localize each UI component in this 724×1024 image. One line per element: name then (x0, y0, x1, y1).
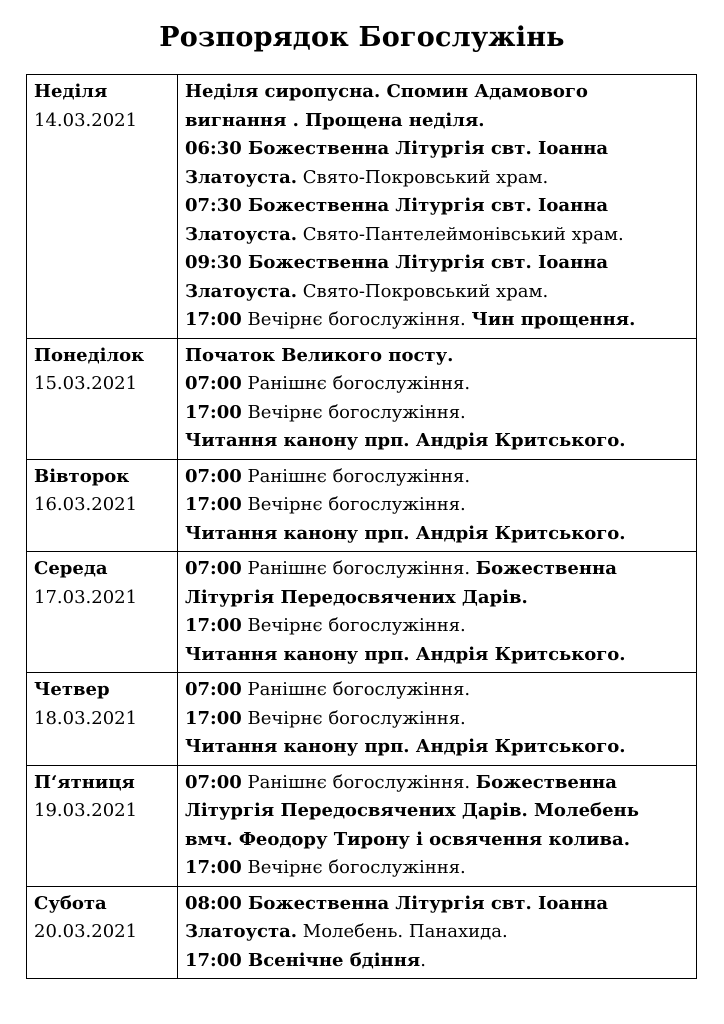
service-line (185, 584, 690, 613)
services-cell (178, 459, 697, 552)
day-cell (27, 75, 178, 339)
service-text: . (420, 949, 426, 971)
service-text-bold: 09:30 Божественна Літургія свт. Іоанна (185, 252, 609, 273)
schedule-table (26, 74, 697, 979)
service-line (185, 797, 690, 826)
service-text-bold: 07:00 (185, 679, 242, 700)
service-text: Вечірнє богослужіння. (241, 857, 466, 878)
table-row (27, 75, 697, 339)
service-text: Ранішнє богослужіння. (241, 679, 471, 700)
day-cell (27, 552, 178, 673)
service-text-bold: Златоуста. (185, 223, 298, 245)
day-date: 14.03.2021 (34, 109, 138, 131)
service-text: Вечірнє богослужіння. (241, 401, 466, 423)
service-line (185, 918, 690, 947)
day-cell (27, 886, 178, 979)
service-text: Ранішнє богослужіння. (241, 465, 471, 487)
service-text-bold: 06:30 Божественна Літургія свт. Іоанна (185, 138, 609, 159)
table-row (27, 765, 697, 886)
service-text-bold: Златоуста. (185, 280, 298, 302)
service-text: Вечірнє богослужіння. (241, 707, 466, 729)
service-line (185, 342, 690, 371)
service-text: Свято-Пантелеймонівський храм. (297, 223, 624, 245)
service-text-bold: Божественна (475, 771, 617, 793)
service-text-bold: вмч. Феодору Тирону і освячення колива. (185, 828, 630, 850)
service-line (185, 164, 690, 193)
service-line (185, 854, 690, 883)
service-line (185, 249, 690, 278)
services-cell (178, 765, 697, 886)
service-line (185, 555, 690, 584)
services-cell (178, 673, 697, 766)
services-cell (178, 886, 697, 979)
service-text-bold: Читання канону прп. Андрія Критського. (185, 522, 626, 544)
service-text-bold: Златоуста. (185, 166, 298, 188)
service-text: Молебень. Панахида. (297, 921, 508, 942)
service-text: Вечірнє богослужіння. (241, 309, 472, 330)
day-name: Вівторок (34, 465, 130, 487)
day-date: 15.03.2021 (34, 373, 138, 394)
service-line (185, 733, 690, 762)
service-line (185, 107, 690, 136)
service-text-bold: 17:00 (185, 857, 242, 878)
service-text-bold: 07:00 (185, 465, 242, 487)
day-cell (27, 765, 178, 886)
day-date: 19.03.2021 (34, 800, 138, 821)
service-text-bold: 07:00 (185, 373, 242, 394)
service-line (185, 520, 690, 549)
service-line (185, 399, 690, 428)
service-line (185, 705, 690, 734)
service-text-bold: Читання канону прп. Андрія Критського. (185, 430, 626, 451)
service-line (185, 769, 690, 798)
service-text-bold: 08:00 Божественна Літургія свт. Іоанна (185, 892, 609, 914)
service-text-bold: 17:00 (185, 494, 242, 515)
service-line (185, 278, 690, 307)
day-date: 16.03.2021 (34, 494, 138, 515)
page-title: Розпорядок Богослужінь (159, 22, 565, 53)
service-text: Ранішнє богослужіння. (241, 771, 476, 793)
service-text: Вечірнє богослужіння. (241, 615, 466, 636)
day-name: П‘ятниця (34, 771, 135, 793)
service-text-bold: Божественна (475, 558, 617, 579)
day-cell (27, 673, 178, 766)
service-line (185, 192, 690, 221)
service-line (185, 612, 690, 641)
service-text-bold: 07:00 (185, 558, 242, 579)
day-name: Субота (34, 892, 107, 914)
service-line (185, 463, 690, 492)
service-text-bold: 17:00 (185, 615, 242, 636)
service-text: Ранішнє богослужіння. (241, 373, 471, 394)
service-text-bold: Чин прощення. (471, 309, 636, 330)
service-text-bold: 07:00 (185, 771, 242, 793)
table-row (27, 673, 697, 766)
day-date: 18.03.2021 (34, 707, 138, 729)
service-text: Ранішнє богослужіння. (241, 558, 476, 579)
service-text-bold: Читання канону прп. Андрія Критського. (185, 643, 626, 665)
service-line (185, 427, 690, 456)
day-name: Понеділок (34, 344, 145, 366)
service-text-bold: Літургія Передосвячених Дарів. Молебень (185, 800, 639, 821)
table-row (27, 886, 697, 979)
service-line (185, 221, 690, 250)
services-cell (178, 338, 697, 459)
table-row (27, 552, 697, 673)
schedule-body (27, 75, 697, 979)
service-text-bold: 17:00 (185, 707, 242, 729)
services-cell (178, 552, 697, 673)
service-line (185, 641, 690, 670)
day-date: 20.03.2021 (34, 921, 138, 942)
service-text-bold: Літургія Передосвячених Дарів. (185, 586, 528, 608)
service-line (185, 890, 690, 919)
day-name: Середа (34, 558, 108, 579)
service-text-bold: Златоуста. (185, 921, 298, 942)
service-line (185, 676, 690, 705)
day-date: 17.03.2021 (34, 586, 138, 608)
service-line (185, 491, 690, 520)
service-line (185, 947, 690, 976)
service-text-bold: Читання канону прп. Андрія Критського. (185, 736, 626, 757)
day-name: Неділя (34, 81, 108, 102)
day-cell (27, 459, 178, 552)
service-line (185, 306, 690, 335)
table-row (27, 459, 697, 552)
service-text-bold: 17:00 (185, 309, 242, 330)
day-name: Четвер (34, 679, 110, 700)
service-text-bold: Неділя сиропусна. Спомин Адамового (185, 81, 588, 102)
service-line (185, 78, 690, 107)
service-text: Свято-Покровський храм. (297, 166, 549, 188)
services-cell (178, 75, 697, 339)
service-line (185, 826, 690, 855)
day-cell (27, 338, 178, 459)
service-text-bold: Початок Великого посту. (185, 344, 454, 366)
service-text-bold: 17:00 (185, 401, 242, 423)
service-text: Свято-Покровський храм. (297, 280, 549, 302)
service-text: Вечірнє богослужіння. (241, 494, 466, 515)
service-line (185, 370, 690, 399)
service-text-bold: 17:00 Всенічне бдіння (185, 949, 421, 971)
table-row (27, 338, 697, 459)
service-text-bold: 07:30 Божественна Літургія свт. Іоанна (185, 195, 609, 216)
service-text-bold: вигнання . Прощена неділя. (185, 109, 485, 131)
service-line (185, 135, 690, 164)
